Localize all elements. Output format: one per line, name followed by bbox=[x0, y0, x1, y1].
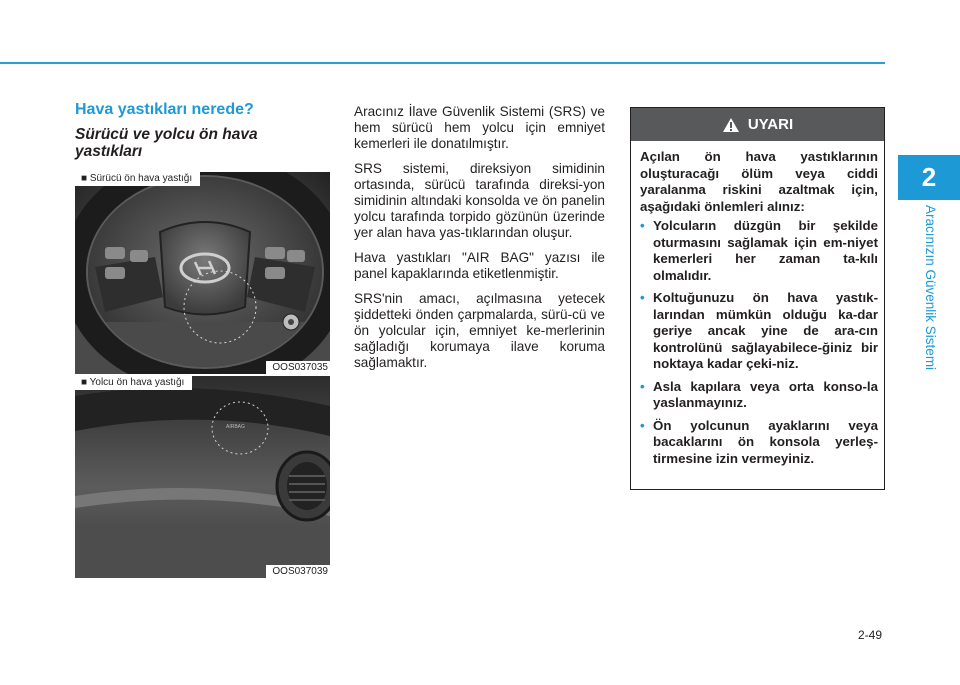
chapter-number: 2 bbox=[921, 162, 937, 192]
body-paragraph: SRS'nin amacı, açılmasına yetecek şiddetteki önden çarpmalarda, sürü-cü ve ön yolcular için, emniyet ke-merlerinin sağladığı korumaya ilave koruma sağlamaktır. bbox=[354, 291, 605, 370]
warning-item-text: Koltuğunuzu ön hava yastık-larından mümkün olduğu ka-dar geriye ancak yine de ara-cın kontrolünü sağlayabilece-ğiniz bir noktaya kadar çeki-niz. bbox=[653, 290, 878, 371]
chapter-number-tab bbox=[898, 155, 960, 200]
warning-item-text: Ön yolcunun ayaklarını veya bacaklarını ön konsola yerleş-tirmesine izin vermeyiniz. bbox=[653, 417, 878, 466]
body-paragraph: Aracınız İlave Güvenlik Sistemi (SRS) ve hem sürücü hem yolcu için emniyet kemerleri ile donatılmıştır. bbox=[354, 104, 605, 151]
driver-airbag-figure bbox=[75, 172, 330, 374]
figure-caption: ■ Sürücü ön hava yastığı bbox=[75, 172, 200, 186]
svg-text:AIRBAG: AIRBAG bbox=[226, 424, 245, 430]
dashboard-photo bbox=[75, 376, 330, 578]
bullet-icon: • bbox=[640, 417, 645, 433]
figure-code: OOS037035 bbox=[266, 361, 330, 374]
warning-item bbox=[640, 418, 878, 468]
chapter-side-title: Aracınızın Güvenlik Sistemi bbox=[923, 205, 938, 371]
passenger-airbag-figure bbox=[75, 376, 330, 578]
body-paragraph: Hava yastıkları "AIR BAG" yazısı ile panel kapaklarında etiketlenmiştir. bbox=[354, 250, 605, 281]
bullet-icon: • bbox=[640, 218, 645, 233]
warning-item-text: Yolcuların düzgün bir şekilde oturmasını sağlamak için em-niyet kemerleri her zaman ta-kılı olmalıdır. bbox=[653, 218, 878, 283]
page-number: 2-49 bbox=[858, 628, 883, 642]
body-text bbox=[354, 104, 605, 380]
figure-code: OOS037039 bbox=[266, 565, 330, 578]
steering-wheel-photo bbox=[75, 172, 330, 374]
warning-item bbox=[640, 290, 878, 373]
subsection-title: Sürücü ve yolcu ön hava yastıkları bbox=[75, 126, 258, 160]
warning-list bbox=[640, 218, 878, 467]
bullet-icon: • bbox=[640, 378, 645, 394]
warning-header bbox=[631, 108, 884, 141]
bullet-icon: • bbox=[640, 290, 645, 305]
warning-item bbox=[640, 218, 878, 284]
warning-intro: Açılan ön hava yastıklarının oluşturacağı ölüm veya ciddi yaralanma riskini azaltmak için, aşağıdaki önlemleri alınız: bbox=[640, 149, 878, 214]
warning-box bbox=[630, 107, 885, 490]
warning-title: UYARI bbox=[747, 116, 794, 133]
section-title: Hava yastıkları nerede? bbox=[75, 101, 254, 118]
body-paragraph: SRS sistemi, direksiyon simidinin ortasında, sürücü tarafında direksi-yon simidinin altındaki konsolda ve ön panelin yolcu tarafında torpido gözünün üzerinde yer alan hava yas-tıklarından oluşur. bbox=[354, 161, 605, 240]
figure-caption: ■ Yolcu ön hava yastığı bbox=[75, 376, 192, 390]
header-rule bbox=[0, 62, 885, 64]
warning-item-text: Asla kapılara veya orta konso-la yaslanmayınız. bbox=[653, 378, 878, 410]
warning-triangle-icon bbox=[722, 117, 740, 133]
warning-item bbox=[640, 379, 878, 412]
warning-body bbox=[631, 141, 884, 467]
